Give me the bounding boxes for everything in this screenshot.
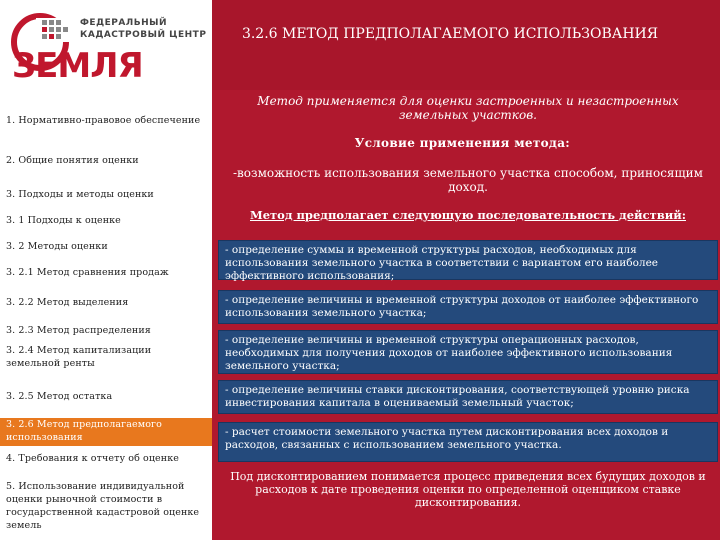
step-card: - определение величины ставки дисконтирования, соответствующей уровню риска инвестирования капитала в оцениваемый земельный участок;: [218, 380, 718, 414]
step-card: - определение суммы и временной структуры расходов, необходимых для использования земельного участка в соответствии с вариантом его наиболее эффективного использования;: [218, 240, 718, 280]
logo-line2: КАДАСТРОВЫЙ ЦЕНТР: [80, 30, 207, 40]
sidebar-nav: [0, 90, 212, 540]
step-card: - определение величины и временной структуры доходов от наиболее эффективного использования земельного участка;: [218, 290, 718, 324]
header: [0, 0, 720, 90]
sidebar-item-1[interactable]: 1. Нормативно-правовое обеспечение: [6, 115, 201, 126]
sidebar-item-5[interactable]: 5. Использование индивидуальной оценки рыночной стоимости в государственной кадастровой оценке земель: [6, 481, 200, 531]
method-description: Метод применяется для оценки застроенных и незастроенных земельных участков.: [257, 94, 679, 122]
condition-title: Условие применения метода:: [354, 136, 570, 150]
logo-name: ЗЕМЛЯ: [12, 46, 143, 86]
sidebar-item-3[interactable]: 3. Подходы и методы оценки: [6, 189, 154, 200]
sidebar-item-3-2[interactable]: 3. 2 Методы оценки: [6, 241, 108, 252]
sidebar-item-3-2-2[interactable]: 3. 2.2 Метод выделения: [6, 297, 129, 308]
sequence-title: Метод предполагает следующую последовательность действий:: [250, 208, 686, 222]
condition-text: -возможность использования земельного участка способом, приносящим доход.: [232, 166, 703, 194]
logo-line1: ФЕДЕРАЛЬНЫЙ: [80, 18, 168, 28]
sidebar-item-4[interactable]: 4. Требования к отчету об оценке: [6, 453, 179, 464]
sidebar-item-3-1[interactable]: 3. 1 Подходы к оценке: [6, 215, 121, 226]
sidebar-item-3-2-5[interactable]: 3. 2.5 Метод остатка: [6, 391, 113, 402]
logo: [0, 0, 212, 90]
page-title: 3.2.6 МЕТОД ПРЕДПОЛАГАЕМОГО ИСПОЛЬЗОВАНИЯ: [241, 26, 659, 42]
sidebar-item-3-2-3[interactable]: 3. 2.3 Метод распределения: [6, 325, 151, 336]
sidebar-item-3-2-1[interactable]: 3. 2.1 Метод сравнения продаж: [6, 267, 169, 278]
step-card: - расчет стоимости земельного участка путем дисконтирования всех доходов и расходов, связанных с использованием земельного участка.: [218, 422, 718, 462]
step-card: - определение величины и временной структуры операционных расходов, необходимых для получения доходов от наиболее эффективного использования земельного участка;: [218, 330, 718, 374]
sidebar-item-2[interactable]: 2. Общие понятия оценки: [6, 155, 139, 166]
main-content: [212, 90, 720, 540]
sidebar-item-3-2-4[interactable]: 3. 2.4 Метод капитализации земельной ренты: [6, 345, 152, 369]
discounting-note: Под дисконтированием понимается процесс приведения всех будущих доходов и расходов к дате проведения оценки по определенной оценщиком ставке дисконтирования.: [230, 470, 706, 509]
sidebar-item-3-2-6[interactable]: 3. 2.6 Метод предполагаемого использования: [0, 418, 212, 446]
